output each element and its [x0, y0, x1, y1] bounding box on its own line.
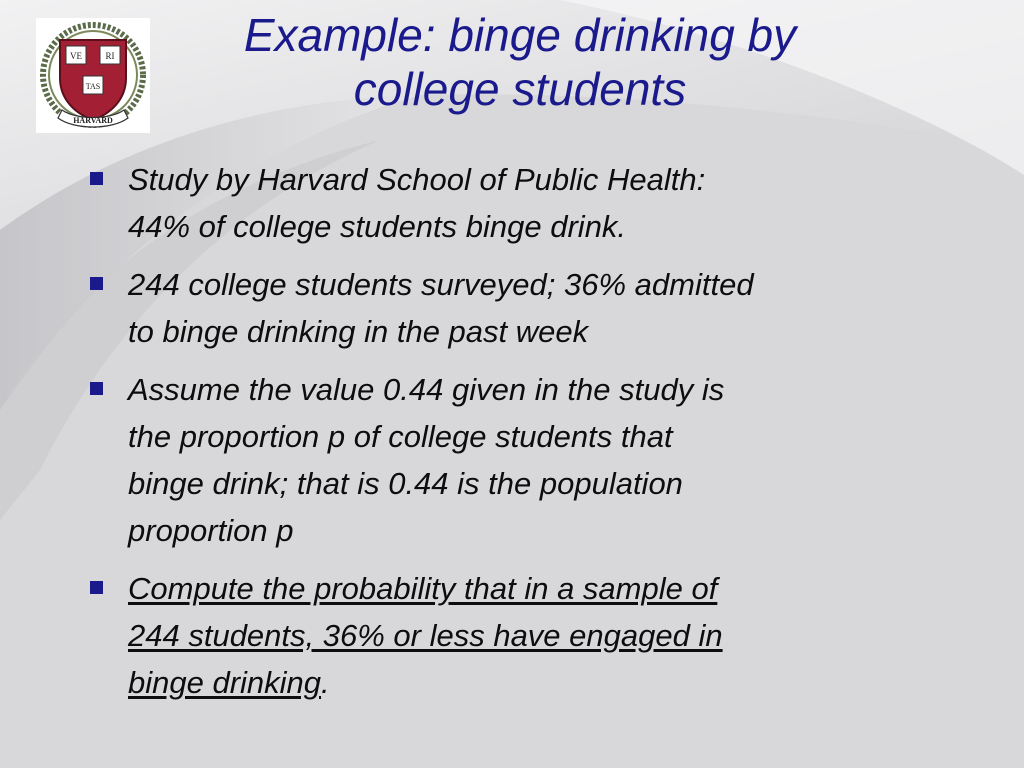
bullet-line: [128, 612, 966, 659]
bullet-line: 244 college students surveyed; 36% admitted: [128, 267, 754, 302]
slide-title: [160, 8, 880, 116]
square-bullet-icon: [90, 172, 103, 185]
bullet-item: [86, 156, 966, 250]
bullet-line: to binge drinking in the past week: [128, 314, 589, 349]
bullet-list: [86, 156, 966, 717]
bullet-item: [86, 261, 966, 355]
logo-text-ve: VE: [70, 51, 82, 61]
bullet-line: binge drink; that is 0.44 is the population: [128, 466, 683, 501]
underlined-text: binge drinking: [128, 665, 322, 700]
harvard-shield-icon: [36, 18, 150, 133]
bullet-line: Study by Harvard School of Public Health:: [128, 162, 706, 197]
bullet-line: the proportion p of college students that: [128, 419, 673, 454]
bullet-item: [86, 366, 966, 554]
underlined-text: 244 students, 36% or less have engaged in: [128, 618, 723, 653]
bullet-line: [128, 565, 966, 612]
title-line: college students: [353, 63, 687, 115]
underlined-text: Compute the probability that in a sample of: [128, 571, 718, 606]
harvard-logo: [36, 18, 150, 133]
square-bullet-icon: [90, 581, 103, 594]
trailing-period: .: [321, 665, 330, 700]
bullet-line: [128, 659, 966, 706]
logo-text-harvard: HARVARD: [73, 116, 113, 125]
bullet-line: 44% of college students binge drink.: [128, 209, 627, 244]
bullet-line: proportion p: [128, 513, 294, 548]
square-bullet-icon: [90, 382, 103, 395]
logo-text-tas: TAS: [85, 82, 101, 91]
square-bullet-icon: [90, 277, 103, 290]
bullet-item: [86, 565, 966, 706]
title-line: Example: binge drinking by: [243, 9, 797, 61]
logo-text-ri: RI: [105, 51, 115, 61]
bullet-line: Assume the value 0.44 given in the study is: [128, 372, 725, 407]
